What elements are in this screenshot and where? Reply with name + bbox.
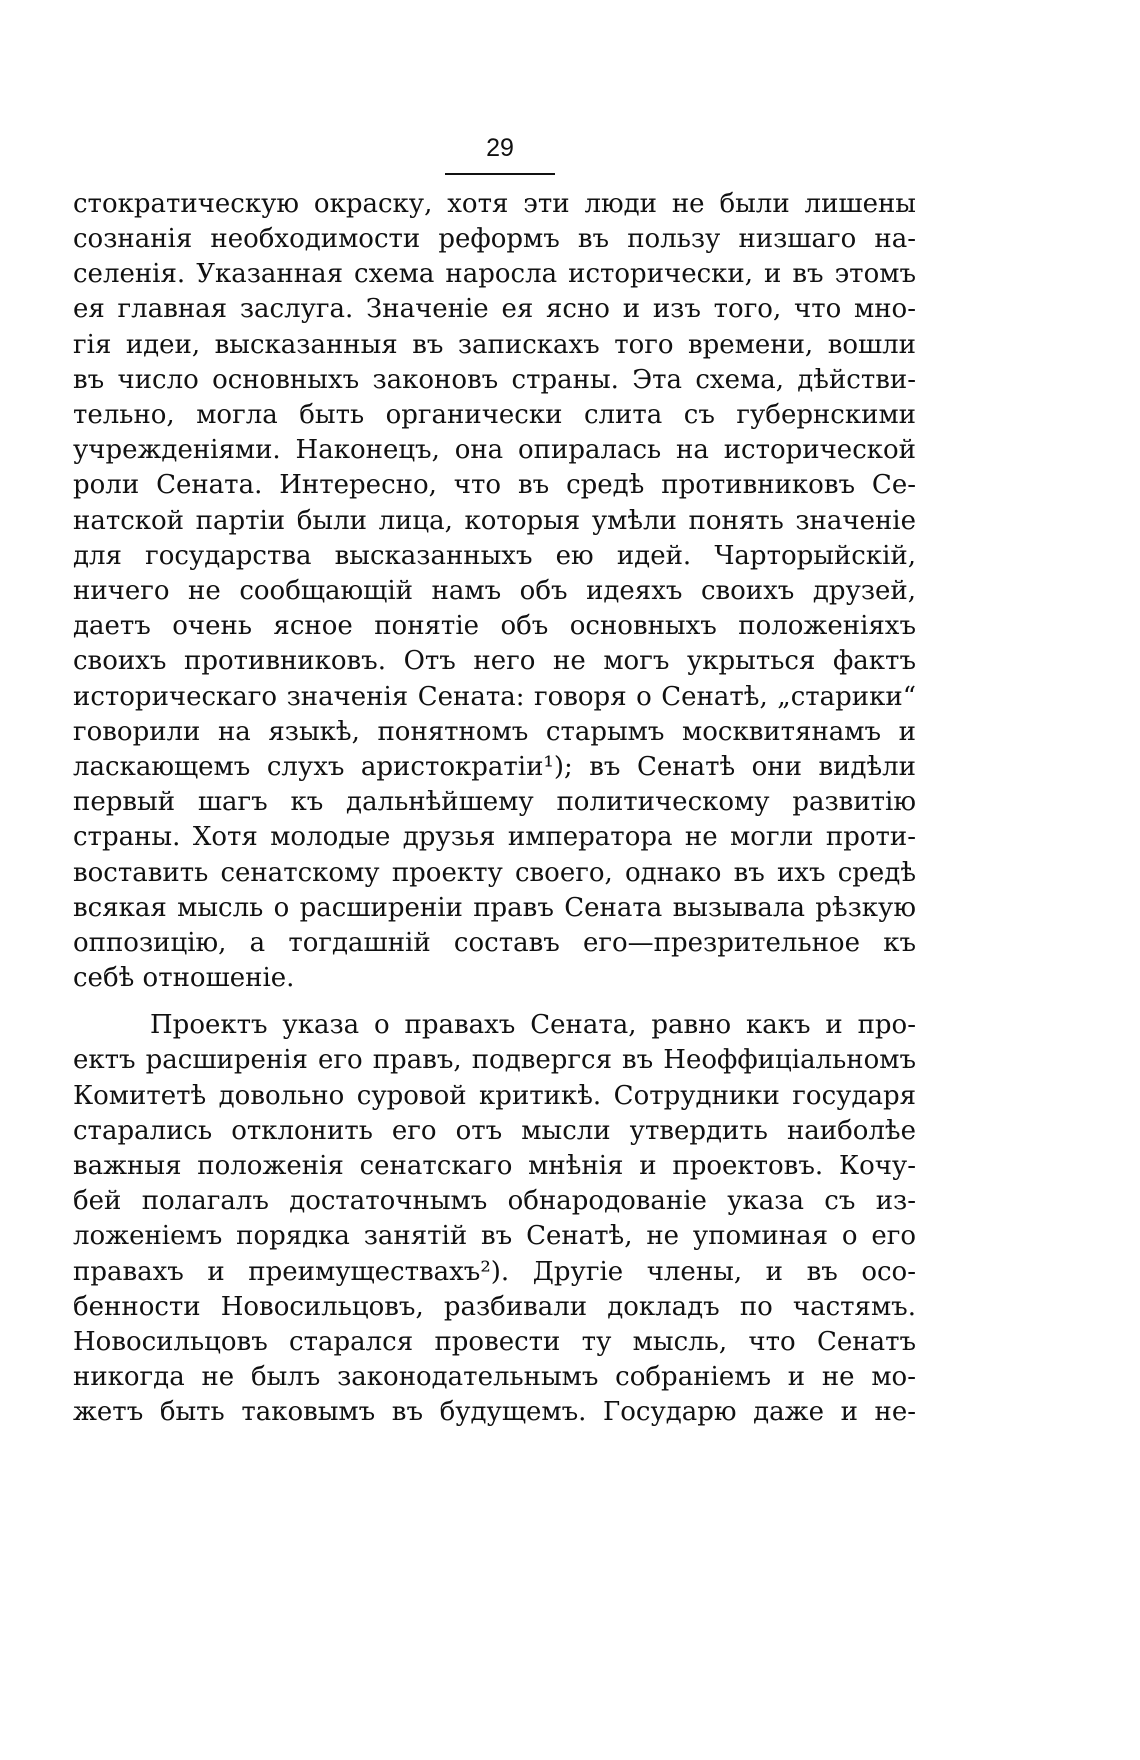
text-line: Проектъ указа о правахъ Сената, равно какъ и про- [150,1010,916,1040]
text-line: ничего не сообщающій намъ объ идеяхъ своихъ друзей, [73,576,916,606]
text-line: для государства высказанныхъ ею идей. Чарторыйскій, [73,541,916,571]
text-line: оппозицію, а тогдашній составъ его—презрительное къ [73,928,916,958]
text-line: себѣ отношеніе. [73,963,295,993]
text-line: гія идеи, высказанныя въ запискахъ того времени, вошли [73,330,916,360]
text-line: своихъ противниковъ. Отъ него не могъ укрыться фактъ [73,646,916,676]
text-line: никогда не былъ законодательнымъ собраніемъ и не мо- [73,1362,916,1392]
text-line: ектъ расширенія его правъ, подвергся въ Неоффиціальномъ [73,1045,916,1075]
text-line: старались отклонить его отъ мысли утвердить наиболѣе [73,1116,916,1146]
text-line: натской партіи были лица, которыя умѣли понять значеніе [73,506,916,536]
text-line: жетъ быть таковымъ въ будущемъ. Государю даже и не- [73,1397,916,1427]
text-line: говорили на языкѣ, понятномъ старымъ москвитянамъ и [73,717,916,747]
text-line: правахъ и преимуществахъ²). Другіе члены, и въ осо- [73,1257,916,1287]
text-line: тельно, могла быть органически слита съ губернскими [73,400,916,430]
text-line: въ число основныхъ законовъ страны. Эта схема, дѣйстви- [73,365,916,395]
text-line: ложеніемъ порядка занятій въ Сенатѣ, не упоминая о его [73,1221,916,1251]
text-line: селенія. Указанная схема наросла исторически, и въ этомъ [73,259,916,289]
text-line: ея главная заслуга. Значеніе ея ясно и изъ того, что мно- [73,294,916,324]
text-line: роли Сената. Интересно, что въ средѣ противниковъ Се- [73,470,916,500]
text-line: даетъ очень ясное понятіе объ основныхъ положеніяхъ [73,611,916,641]
text-line: сознанія необходимости реформъ въ пользу низшаго на- [73,224,916,254]
text-line: стократическую окраску, хотя эти люди не были лишены [73,189,916,219]
text-line: важныя положенія сенатскаго мнѣнія и проектовъ. Кочу- [73,1151,916,1181]
text-line: воставить сенатскому проекту своего, однако въ ихъ средѣ [73,858,916,888]
text-line: бей полагалъ достаточнымъ обнародованіе указа съ из- [73,1186,916,1216]
page-number: 29 [486,134,514,162]
text-line: учрежденіями. Наконецъ, она опиралась на исторической [73,435,916,465]
text-line: первый шагъ къ дальнѣйшему политическому развитію [73,787,916,817]
text-line: бенности Новосильцовъ, разбивали докладъ по частямъ. [73,1292,916,1322]
text-line: ласкающемъ слухъ аристократіи¹); въ Сенатѣ они видѣли [73,752,916,782]
text-line: всякая мысль о расширеніи правъ Сената вызывала рѣзкую [73,893,916,923]
text-line: Комитетѣ довольно суровой критикѣ. Сотрудники государя [73,1081,916,1111]
text-line: страны. Хотя молодые друзья императора не могли проти- [73,822,916,852]
page-number-rule [445,173,555,175]
text-line: Новосильцовъ старался провести ту мысль, что Сенатъ [73,1327,916,1357]
text-line: историческаго значенія Сената: говоря о Сенатѣ, „старики“ [73,682,916,712]
